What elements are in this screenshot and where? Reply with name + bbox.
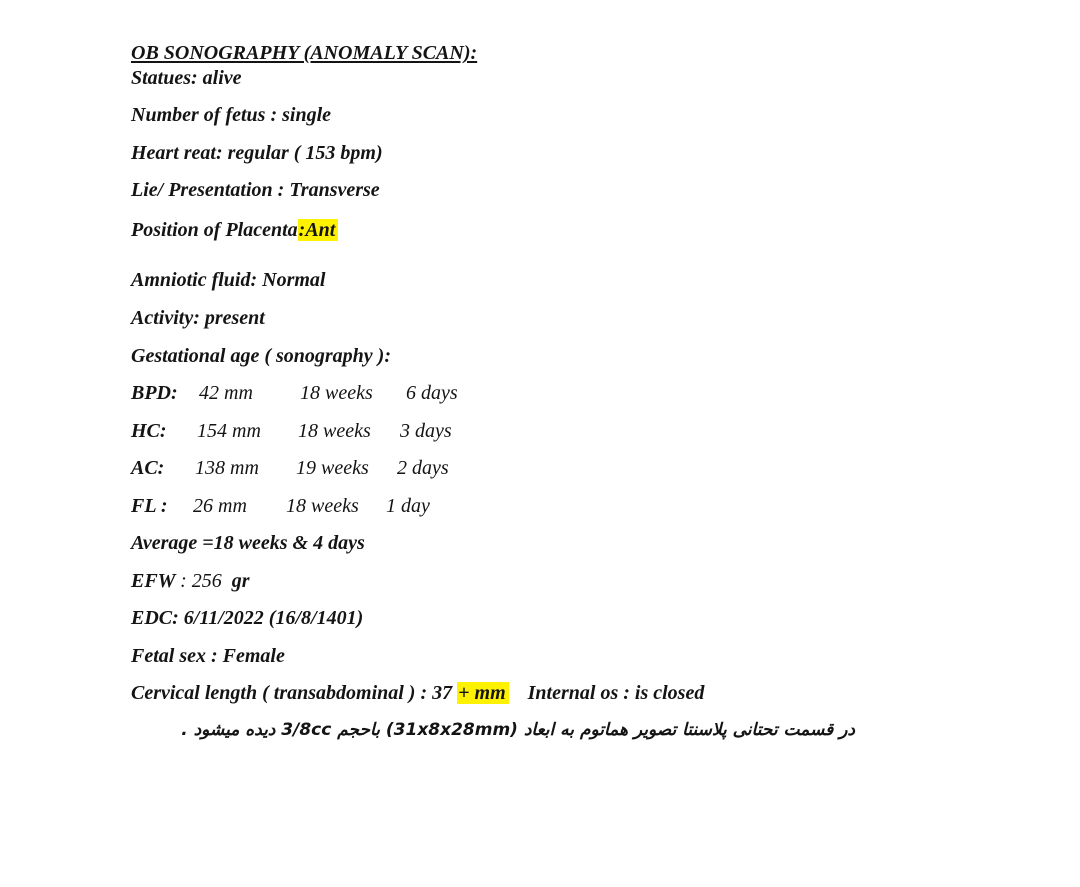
biometry-label: BPD: — [131, 382, 178, 404]
fetus-count-line: Number of fetus : single — [131, 104, 331, 126]
efw-label: EFW — [131, 570, 176, 592]
internal-os: Internal os : is closed — [527, 682, 705, 704]
cervical-length-line — [131, 681, 704, 705]
biometry-size: 42 mm — [199, 382, 253, 404]
cervical-value-highlight: + mm — [457, 682, 509, 704]
persian-note: در قسمت تحتانی پلاسنتا تصویر هماتوم به ابعاد (31x8x28mm) باحجم 3/8cc دیده میشود . — [181, 720, 855, 740]
average-line: Average =18 weeks & 4 days — [131, 532, 365, 554]
lie-presentation-line: Lie/ Presentation : Transverse — [131, 179, 380, 201]
edc-line: EDC: 6/11/2022 (16/8/1401) — [131, 607, 364, 629]
amniotic-fluid-line: Amniotic fluid: Normal — [131, 269, 326, 291]
placenta-line — [131, 218, 338, 242]
heart-rate-line: Heart reat: regular ( 153 bpm) — [131, 142, 383, 164]
efw-unit: gr — [231, 570, 250, 592]
placenta-label: Position of Placenta — [131, 219, 298, 241]
biometry-label: FL : — [131, 495, 168, 517]
biometry-label: HC: — [131, 420, 167, 442]
fetal-sex-line: Fetal sex : Female — [131, 645, 285, 667]
biometry-weeks: 18 weeks — [300, 382, 373, 404]
biometry-size: 26 mm — [193, 495, 247, 517]
biometry-days: 3 days — [400, 420, 452, 442]
biometry-days: 2 days — [397, 457, 449, 479]
biometry-days: 6 days — [406, 382, 458, 404]
biometry-size: 138 mm — [195, 457, 259, 479]
efw-line — [131, 569, 250, 593]
placenta-value-highlight: :Ant — [298, 219, 339, 241]
report-title: OB SONOGRAPHY (ANOMALY SCAN): — [131, 42, 478, 64]
status-line: Statues: alive — [131, 67, 242, 89]
biometry-row-fl — [131, 494, 531, 518]
biometry-row-hc — [131, 419, 531, 443]
biometry-weeks: 18 weeks — [298, 420, 371, 442]
biometry-row-ac — [131, 456, 531, 480]
gestational-age-heading: Gestational age ( sonography ): — [131, 345, 391, 367]
biometry-weeks: 19 weeks — [296, 457, 369, 479]
cervical-label: Cervical length ( transabdominal ) : 37 — [131, 682, 453, 704]
efw-value: : 256 — [180, 570, 222, 592]
biometry-days: 1 day — [386, 495, 430, 517]
biometry-row-bpd — [131, 381, 531, 405]
biometry-weeks: 18 weeks — [286, 495, 359, 517]
activity-line: Activity: present — [131, 307, 265, 329]
biometry-size: 154 mm — [197, 420, 261, 442]
biometry-label: AC: — [131, 457, 165, 479]
